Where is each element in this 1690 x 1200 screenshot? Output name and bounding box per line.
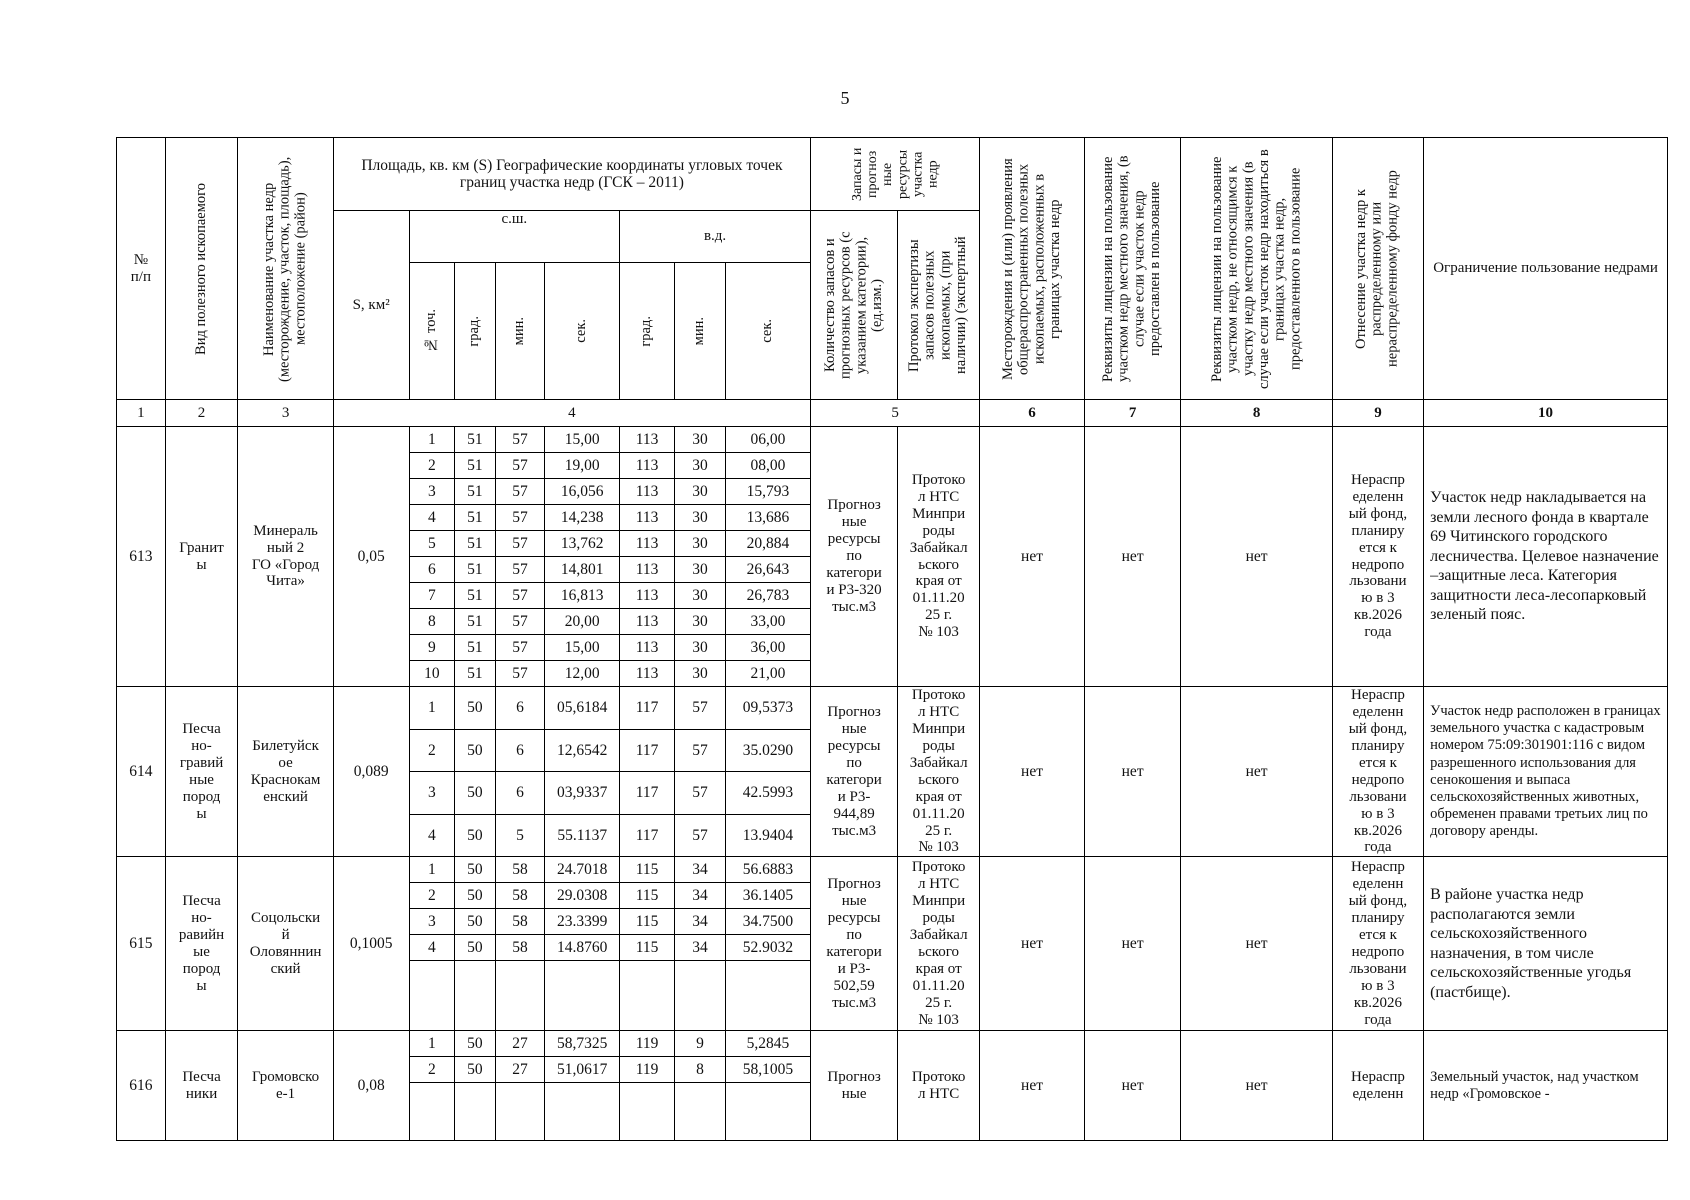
reserves-quantity: Прогноз ные ресурсы по категори и Р3- 944,89 тыс.м3	[811, 687, 898, 857]
east-sec: 52.9032	[725, 935, 810, 961]
coordinate-blank	[455, 1083, 495, 1141]
point-number: 3	[409, 772, 455, 815]
header-no: № п/п	[117, 138, 166, 400]
east-deg: 113	[620, 479, 675, 505]
colnum-6: 6	[980, 400, 1085, 427]
colnum-7: 7	[1084, 400, 1180, 427]
point-number: 2	[409, 453, 455, 479]
north-deg: 51	[455, 453, 495, 479]
coordinate-blank	[620, 961, 675, 1031]
coordinate-blank	[495, 961, 545, 1031]
east-min: 30	[675, 427, 726, 453]
north-sec: 16,813	[545, 583, 620, 609]
north-min: 5	[495, 814, 545, 857]
coordinate-blank	[455, 961, 495, 1031]
colnum-1: 1	[117, 400, 166, 427]
east-sec: 15,793	[725, 479, 810, 505]
point-number: 8	[409, 609, 455, 635]
header-site-name: Наименование участка недр (месторождение, участок, площадь), местоположение (район)	[238, 138, 333, 400]
coordinate-blank	[545, 1083, 620, 1141]
north-sec: 19,00	[545, 453, 620, 479]
north-deg: 50	[455, 1031, 495, 1057]
north-min: 58	[495, 935, 545, 961]
east-deg: 113	[620, 557, 675, 583]
site-area: 0,1005	[333, 857, 409, 1031]
north-sec: 51,0617	[545, 1057, 620, 1083]
east-min: 34	[675, 857, 726, 883]
north-deg: 50	[455, 909, 495, 935]
east-min: 34	[675, 909, 726, 935]
east-min: 57	[675, 729, 726, 772]
point-number: 2	[409, 1057, 455, 1083]
coordinate-blank	[409, 961, 455, 1031]
site-name: Громовско е-1	[238, 1031, 333, 1141]
east-min: 57	[675, 814, 726, 857]
coordinate-blank	[675, 961, 726, 1031]
point-number: 4	[409, 814, 455, 857]
colnum-2: 2	[165, 400, 238, 427]
north-deg: 51	[455, 661, 495, 687]
nonlocal-license-value: нет	[1181, 687, 1332, 857]
header-mineral: Вид полезного ископаемого	[165, 138, 238, 400]
point-number: 1	[409, 427, 455, 453]
subsoil-table	[116, 137, 1668, 1141]
point-number: 1	[409, 1031, 455, 1057]
point-number: 4	[409, 935, 455, 961]
north-min: 57	[495, 453, 545, 479]
header-east-deg: град.	[620, 263, 675, 400]
east-deg: 113	[620, 635, 675, 661]
nonlocal-license-value: нет	[1181, 427, 1332, 687]
restriction-text: Земельный участок, над участком недр «Громовское -	[1424, 1031, 1668, 1141]
header-east-min: мин.	[675, 263, 726, 400]
point-number: 3	[409, 479, 455, 505]
east-deg: 115	[620, 935, 675, 961]
east-deg: 117	[620, 687, 675, 730]
east-deg: 113	[620, 609, 675, 635]
north-deg: 51	[455, 557, 495, 583]
east-deg: 117	[620, 814, 675, 857]
north-min: 6	[495, 687, 545, 730]
header-reserves-quantity: Количество запасов и прогнозных ресурсов (с указанием категории), (ед.изм.)	[811, 211, 898, 400]
north-sec: 03,9337	[545, 772, 620, 815]
restriction-text: Участок недр расположен в границах земельного участка с кадастровым номером 75:09:301901:116 с видом разрешенного использования для сенокошения и выпаса сельскохозяйственных животных, обременен правами третьих лиц по договору аренды.	[1424, 687, 1668, 857]
point-number: 2	[409, 729, 455, 772]
coordinate-blank	[620, 1083, 675, 1141]
north-deg: 51	[455, 427, 495, 453]
east-sec: 20,884	[725, 531, 810, 557]
east-deg: 117	[620, 772, 675, 815]
restriction-text: Участок недр накладывается на земли лесного фонда в квартале 69 Читинского городского лесничества. Целевое назначение –защитные леса. Категория защитности леса-лесопарковый зеленый пояс.	[1424, 427, 1668, 687]
colnum-8: 8	[1181, 400, 1332, 427]
coordinate-blank	[545, 961, 620, 1031]
north-sec: 14,801	[545, 557, 620, 583]
east-deg: 113	[620, 453, 675, 479]
north-deg: 51	[455, 609, 495, 635]
north-deg: 50	[455, 935, 495, 961]
colnum-9: 9	[1332, 400, 1423, 427]
coordinate-blank	[675, 1083, 726, 1141]
north-deg: 50	[455, 883, 495, 909]
table-body	[117, 427, 1668, 1141]
east-min: 30	[675, 661, 726, 687]
reserves-protocol: Протоко л НТС Минпри роды Забайкал ьского края от 01.11.20 25 г. № 103	[898, 427, 980, 687]
east-deg: 113	[620, 427, 675, 453]
east-deg: 115	[620, 857, 675, 883]
north-sec: 12,6542	[545, 729, 620, 772]
north-min: 58	[495, 883, 545, 909]
site-name: Соцольски й Оловяннин ский	[238, 857, 333, 1031]
point-number: 4	[409, 505, 455, 531]
nonlocal-license-value: нет	[1181, 1031, 1332, 1141]
point-number: 6	[409, 557, 455, 583]
point-number: 10	[409, 661, 455, 687]
row-number: 614	[117, 687, 166, 857]
east-deg: 115	[620, 909, 675, 935]
east-sec: 08,00	[725, 453, 810, 479]
fund-status: Нераспр еделенн	[1332, 1031, 1423, 1141]
header-coordinates: Площадь, кв. км (S) Географические координаты угловых точек границ участка недр (ГСК – 2011)	[333, 138, 810, 211]
reserves-quantity: Прогноз ные	[811, 1031, 898, 1141]
colnum-3: 3	[238, 400, 333, 427]
east-min: 34	[675, 883, 726, 909]
point-number: 5	[409, 531, 455, 557]
row-number: 616	[117, 1031, 166, 1141]
north-deg: 50	[455, 729, 495, 772]
east-deg: 119	[620, 1031, 675, 1057]
north-sec: 12,00	[545, 661, 620, 687]
east-sec: 42.5993	[725, 772, 810, 815]
east-sec: 34.7500	[725, 909, 810, 935]
site-name: Минераль ный 2 ГО «Город Чита»	[238, 427, 333, 687]
point-number: 1	[409, 857, 455, 883]
deposits-value: нет	[980, 1031, 1085, 1141]
east-sec: 06,00	[725, 427, 810, 453]
north-min: 57	[495, 531, 545, 557]
coordinate-blank	[725, 961, 810, 1031]
header-north-deg: град.	[455, 263, 495, 400]
local-license-value: нет	[1084, 1031, 1180, 1141]
header-north: с.ш.	[409, 211, 620, 263]
north-deg: 51	[455, 505, 495, 531]
north-sec: 23.3399	[545, 909, 620, 935]
north-sec: 15,00	[545, 427, 620, 453]
north-sec: 55.1137	[545, 814, 620, 857]
header-north-sec: сек.	[545, 263, 620, 400]
fund-status: Нераспр еделенн ый фонд, планиру ется к недропо льзовани ю в 3 кв.2026 года	[1332, 687, 1423, 857]
fund-status: Нераспр еделенн ый фонд, планиру ется к недропо льзовани ю в 3 кв.2026 года	[1332, 427, 1423, 687]
header-east: в.д.	[620, 211, 811, 263]
point-number: 9	[409, 635, 455, 661]
north-deg: 51	[455, 531, 495, 557]
colnum-5: 5	[811, 400, 980, 427]
east-sec: 21,00	[725, 661, 810, 687]
north-deg: 50	[455, 1057, 495, 1083]
header-area: S, км²	[333, 211, 409, 400]
north-sec: 13,762	[545, 531, 620, 557]
east-min: 9	[675, 1031, 726, 1057]
local-license-value: нет	[1084, 687, 1180, 857]
east-min: 30	[675, 583, 726, 609]
north-min: 27	[495, 1057, 545, 1083]
point-number: 1	[409, 687, 455, 730]
east-sec: 26,643	[725, 557, 810, 583]
east-sec: 35.0290	[725, 729, 810, 772]
east-min: 30	[675, 505, 726, 531]
reserves-quantity: Прогноз ные ресурсы по категори и Р3- 502,59 тыс.м3	[811, 857, 898, 1031]
north-min: 57	[495, 557, 545, 583]
north-sec: 58,7325	[545, 1031, 620, 1057]
north-min: 57	[495, 661, 545, 687]
header-local-license: Реквизиты лицензии на пользование участком недр местного значения, (в случае если участок недр предоставлен в пользование	[1084, 138, 1180, 400]
reserves-protocol: Протоко л НТС Минпри роды Забайкал ьского края от 01.11.20 25 г. № 103	[898, 857, 980, 1031]
east-sec: 5,2845	[725, 1031, 810, 1057]
north-sec: 14.8760	[545, 935, 620, 961]
colnum-4: 4	[333, 400, 810, 427]
east-sec: 56.6883	[725, 857, 810, 883]
east-deg: 113	[620, 661, 675, 687]
east-deg: 113	[620, 505, 675, 531]
east-deg: 117	[620, 729, 675, 772]
point-number: 7	[409, 583, 455, 609]
header-nonlocal-license: Реквизиты лицензии на пользование участком недр, не относящимся к участку недр местного значения (в случае если участок недр находиться в границах участка недр, предоставленного в пользование	[1181, 138, 1332, 400]
east-min: 30	[675, 531, 726, 557]
north-min: 58	[495, 909, 545, 935]
point-number: 2	[409, 883, 455, 909]
site-area: 0,089	[333, 687, 409, 857]
east-sec: 58,1005	[725, 1057, 810, 1083]
reserves-protocol: Протоко л НТС	[898, 1031, 980, 1141]
nonlocal-license-value: нет	[1181, 857, 1332, 1031]
header-point-no: № точ.	[409, 263, 455, 400]
header-east-sec: сек.	[725, 263, 810, 400]
table-row	[117, 427, 1668, 453]
east-min: 30	[675, 453, 726, 479]
colnum-10: 10	[1424, 400, 1668, 427]
east-sec: 13,686	[725, 505, 810, 531]
north-deg: 50	[455, 772, 495, 815]
east-sec: 26,783	[725, 583, 810, 609]
north-deg: 51	[455, 479, 495, 505]
site-area: 0,08	[333, 1031, 409, 1141]
north-sec: 05,6184	[545, 687, 620, 730]
east-min: 57	[675, 772, 726, 815]
east-min: 30	[675, 557, 726, 583]
header-reserves: Запасы и прогноз ные ресурсы участка недр	[811, 138, 980, 211]
header-reserves-protocol: Протокол экспертизы запасов полезных ископаемых, (при наличии) (экспертный	[898, 211, 980, 400]
east-min: 30	[675, 479, 726, 505]
deposits-value: нет	[980, 427, 1085, 687]
restriction-text: В районе участка недр располагаются земли сельскохозяйственного назначения, в том числе сельскохозяйственные угодья (пастбище).	[1424, 857, 1668, 1031]
mineral-type: Песча ники	[165, 1031, 238, 1141]
east-min: 30	[675, 635, 726, 661]
table-row	[117, 1031, 1668, 1057]
north-min: 57	[495, 583, 545, 609]
east-min: 30	[675, 609, 726, 635]
north-deg: 50	[455, 687, 495, 730]
north-sec: 29.0308	[545, 883, 620, 909]
east-sec: 13.9404	[725, 814, 810, 857]
east-sec: 09,5373	[725, 687, 810, 730]
mineral-type: Гранит ы	[165, 427, 238, 687]
north-sec: 24.7018	[545, 857, 620, 883]
east-deg: 119	[620, 1057, 675, 1083]
mineral-type: Песча но- равийн ые пород ы	[165, 857, 238, 1031]
east-sec: 36,00	[725, 635, 810, 661]
local-license-value: нет	[1084, 427, 1180, 687]
north-sec: 16,056	[545, 479, 620, 505]
north-deg: 50	[455, 814, 495, 857]
site-name: Билетуйск ое Краснокам енский	[238, 687, 333, 857]
east-deg: 113	[620, 531, 675, 557]
north-min: 57	[495, 479, 545, 505]
header-fund: Отнесение участка недр к распределенному или нераспределенному фонду недр	[1332, 138, 1423, 400]
north-deg: 50	[455, 857, 495, 883]
point-number: 3	[409, 909, 455, 935]
east-sec: 33,00	[725, 609, 810, 635]
row-number: 615	[117, 857, 166, 1031]
fund-status: Нераспр еделенн ый фонд, планиру ется к недропо льзовани ю в 3 кв.2026 года	[1332, 857, 1423, 1031]
coordinate-blank	[495, 1083, 545, 1141]
north-min: 6	[495, 729, 545, 772]
table-row	[117, 687, 1668, 730]
east-deg: 113	[620, 583, 675, 609]
reserves-protocol: Протоко л НТС Минпри роды Забайкал ьского края от 01.11.20 25 г. № 103	[898, 687, 980, 857]
north-min: 6	[495, 772, 545, 815]
north-min: 27	[495, 1031, 545, 1057]
site-area: 0,05	[333, 427, 409, 687]
north-min: 57	[495, 505, 545, 531]
header-restriction: Ограничение пользование недрами	[1424, 138, 1668, 400]
row-number: 613	[117, 427, 166, 687]
north-sec: 20,00	[545, 609, 620, 635]
reserves-quantity: Прогноз ные ресурсы по категори и Р3-320 тыс.м3	[811, 427, 898, 687]
east-min: 8	[675, 1057, 726, 1083]
header-north-min: мин.	[495, 263, 545, 400]
north-sec: 14,238	[545, 505, 620, 531]
deposits-value: нет	[980, 687, 1085, 857]
header-deposits: Месторождения и (или) проявления общераспространенных полезных ископаемых, расположенных в границах участка недр	[980, 138, 1085, 400]
east-sec: 36.1405	[725, 883, 810, 909]
east-min: 57	[675, 687, 726, 730]
east-deg: 115	[620, 883, 675, 909]
coordinate-blank	[725, 1083, 810, 1141]
north-min: 58	[495, 857, 545, 883]
north-sec: 15,00	[545, 635, 620, 661]
east-min: 34	[675, 935, 726, 961]
north-min: 57	[495, 635, 545, 661]
north-deg: 51	[455, 583, 495, 609]
deposits-value: нет	[980, 857, 1085, 1031]
north-min: 57	[495, 609, 545, 635]
north-deg: 51	[455, 635, 495, 661]
local-license-value: нет	[1084, 857, 1180, 1031]
north-min: 57	[495, 427, 545, 453]
mineral-type: Песча но- гравий ные пород ы	[165, 687, 238, 857]
table-row	[117, 857, 1668, 883]
page-number: 5	[840, 88, 850, 108]
coordinate-blank	[409, 1083, 455, 1141]
